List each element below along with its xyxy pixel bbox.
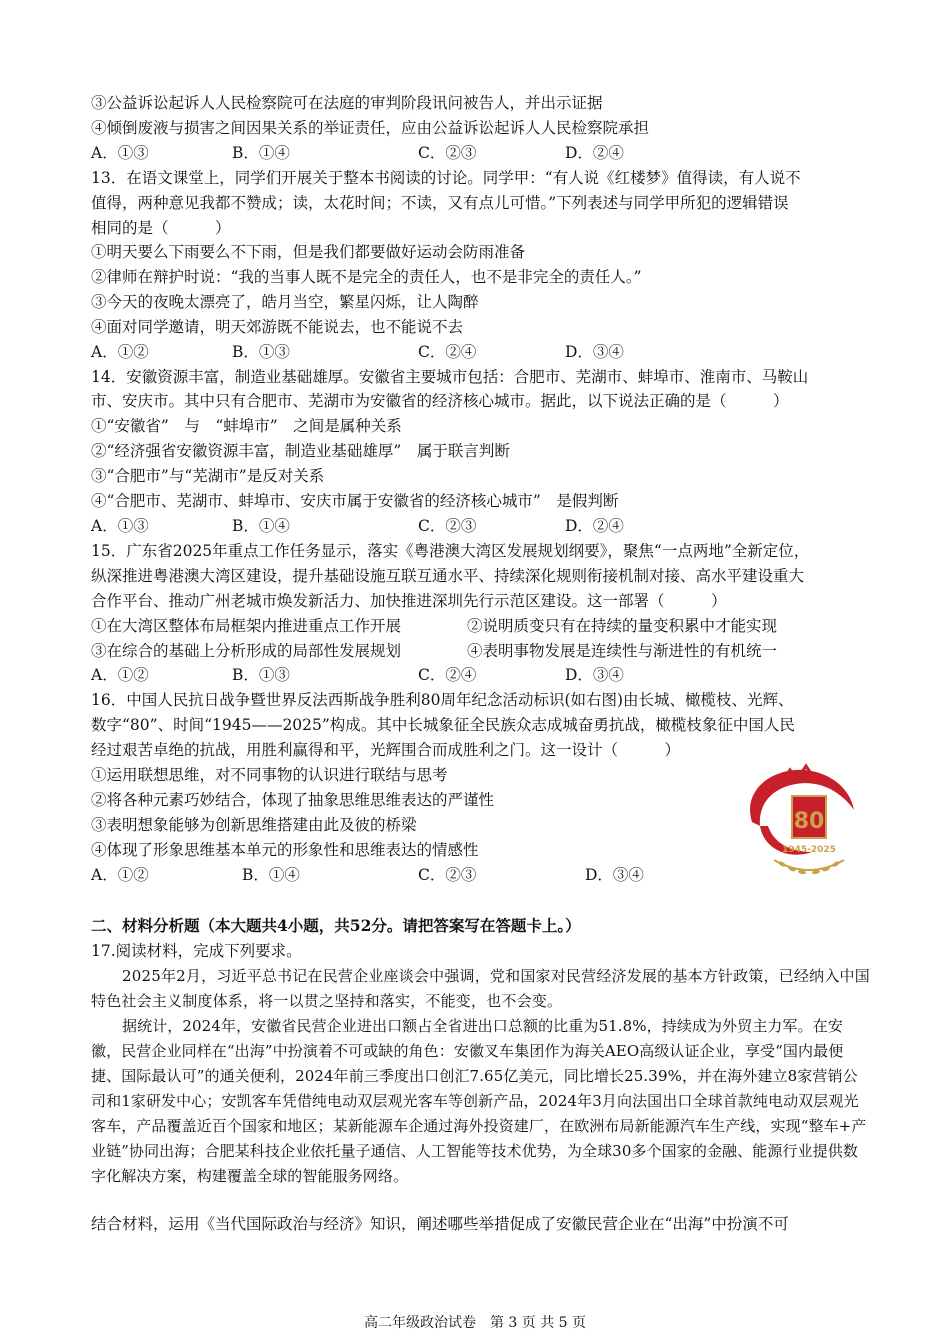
answer-d: D．②④ [565, 144, 624, 162]
q17-paragraph-2: 据统计，2024年，安徽省民营企业进出口额占全省进出口总额的比重为51.8%，持续成为外贸主力军。在安徽，民营企业同样在“出海”中扮演着不可或缺的角色：安徽叉车集团作为海关AEO高级认证企业，享受“国内最便捷、国际最认可”的通关便利，2024年前三季度出口创汇7.65亿美元，同比增长25.39%，并在海外建立8家营销公司和1家研发中心；安凯客车凭借纯电动双层观光客车等创新产品，2024年3月向法国出口全球首款纯电动双层观光客车，产品覆盖近百个国家和地区；某新能源车企通过海外投资建厂，在欧洲布局新能源汽车生产线，实现“整车+产业链”协同出海；合肥某科技企业依托量子通信、人工智能等技术优势，为全球30多个国家的金融、能源行业提供数字化解决方案，构建覆盖全球的智能服务网络。 [91, 1017, 867, 1185]
q15-stem-line-3: 合作平台、推动广州老城市焕发新活力、加快推进深圳先行示范区建设。这一部署（ ） [91, 592, 727, 610]
q13-option-4: ④面对同学邀请，明天郊游既不能说去，也不能说不去 [91, 318, 464, 336]
q15-answers [91, 663, 791, 687]
logo-number: 80 [793, 809, 825, 834]
q15-option-1: ①在大湾区整体布局框架内推进重点工作开展 [91, 617, 402, 635]
section-2-title: 二、材料分析题（本大题共4小题，共52分。请把答案写在答题卡上。） [91, 916, 581, 935]
answer-c: C．②③ [418, 144, 477, 162]
q13-stem-line-3: 相同的是（ ） [91, 219, 231, 237]
q15-option-4: ④表明事物发展是连续性与渐进性的有机统一 [467, 642, 778, 660]
q12-option-4: ④倾倒废液与损害之间因果关系的举证责任，应由公益诉讼起诉人人民检察院承担 [91, 119, 650, 137]
q14-stem-line-1: 14．安徽资源丰富，制造业基础雄厚。安徽省主要城市包括：合肥市、芜湖市、蚌埠市、淮南市、马鞍山 [91, 368, 809, 386]
answer-d: D．②④ [565, 517, 624, 535]
answer-a: A．①③ [91, 144, 149, 162]
q13-option-2: ②律师在辩护时说：“我的当事人既不是完全的责任人，也不是非完全的责任人。” [91, 268, 642, 286]
answer-a: A．①② [91, 866, 149, 884]
logo-years: 1945-2025 [782, 845, 836, 855]
q15-stem-line-1: 15．广东省2025年重点工作任务显示，落实《粤港澳大湾区发展规划纲要》，聚焦“一点两地”全新定位， [91, 542, 810, 560]
page-footer: 高二年级政治试卷 第 3 页 共 5 页 [363, 1315, 587, 1331]
q13-option-1: ①明天要么下雨要么不下雨，但是我们都要做好运动会防雨准备 [91, 243, 526, 261]
answer-a: A．①② [91, 666, 149, 684]
q16-stem-line-1: 16．中国人民抗日战争暨世界反法西斯战争胜利80周年纪念活动标识(如右图)由长城、橄榄枝、光辉、 [91, 691, 794, 709]
answer-b: B．①④ [232, 517, 290, 535]
q17-paragraph-1: 2025年2月，习近平总书记在民营企业座谈会中强调，党和国家对民营经济发展的基本方针政策，已经纳入中国特色社会主义制度体系，将一以贯之坚持和落实，不能变，也不会变。 [91, 967, 870, 1010]
answer-d: D．③④ [565, 343, 624, 361]
anniversary-logo-icon [732, 760, 867, 880]
q15-option-3: ③在综合的基础上分析形成的局部性发展规划 [91, 642, 402, 660]
answer-c: C．②③ [418, 866, 477, 884]
answer-a: A．①③ [91, 517, 149, 535]
q15-option-2: ②说明质变只有在持续的量变积累中才能实现 [467, 617, 778, 635]
q14-stem-line-2: 市、安庆市。其中只有合肥市、芜湖市为安徽省的经济核心城市。据此，以下说法正确的是（ ） [91, 392, 789, 410]
answer-c: C．②④ [418, 666, 477, 684]
q16-option-1: ①运用联想思维，对不同事物的认识进行联结与思考 [91, 766, 448, 784]
answer-b: B．①④ [232, 144, 290, 162]
q14-answers [91, 514, 791, 538]
q16-option-3: ③表明想象能够为创新思维搭建由此及彼的桥梁 [91, 816, 417, 834]
answer-c: C．②④ [418, 343, 477, 361]
q14-option-2: ②“经济强省安徽资源丰富，制造业基础雄厚” 属于联言判断 [91, 442, 510, 460]
q14-option-4: ④“合肥市、芜湖市、蚌埠市、安庆市属于安徽省的经济核心城市” 是假判断 [91, 492, 619, 510]
q17-heading: 17.阅读材料，完成下列要求。 [91, 942, 302, 960]
q16-answers [91, 863, 791, 887]
q15-stem-line-2: 纵深推进粤港澳大湾区建设，提升基础设施互联互通水平、持续深化规则衔接机制对接、高水平建设重大 [91, 567, 805, 585]
q13-stem-line-2: 值得，两种意见我都不赞成；读，太花时间；不读，又有点儿可惜。”下列表述与同学甲所犯的逻辑错误 [91, 194, 789, 212]
answer-b: B．①③ [232, 666, 290, 684]
answer-a: A．①② [91, 343, 149, 361]
answer-b: B．①③ [232, 343, 290, 361]
q12-answers [91, 141, 791, 165]
answer-d: D．③④ [585, 866, 644, 884]
q15-options-row-2 [91, 639, 871, 663]
q12-option-3: ③公益诉讼起诉人人民检察院可在法庭的审判阶段讯问被告人，并出示证据 [91, 94, 603, 112]
q13-option-3: ③今天的夜晚太漂亮了，皓月当空，繁星闪烁，让人陶醉 [91, 293, 479, 311]
answer-d: D．③④ [565, 666, 624, 684]
olive-leaves [778, 860, 841, 874]
q16-option-2: ②将各种元素巧妙结合，体现了抽象思维思维表达的严谨性 [91, 791, 495, 809]
q16-option-4: ④体现了形象思维基本单元的形象性和思维表达的情感性 [91, 841, 479, 859]
q13-answers [91, 340, 791, 364]
q17-question: 结合材料，运用《当代国际政治与经济》知识，阐述哪些举措促成了安徽民营企业在“出海”中扮演不可 [91, 1215, 789, 1233]
q14-option-1: ①“安徽省” 与 “蚌埠市” 之间是属种关系 [91, 417, 402, 435]
q14-option-3: ③“合肥市”与“芜湖市”是反对关系 [91, 467, 325, 485]
answer-c: C．②③ [418, 517, 477, 535]
answer-b: B．①④ [242, 866, 300, 884]
q15-options-row-1 [91, 614, 871, 638]
q16-stem-line-2: 数字“80”、时间“1945——2025”构成。其中长城象征全民族众志成城奋勇抗战，橄榄枝象征中国人民 [91, 716, 795, 734]
q16-stem-line-3: 经过艰苦卓绝的抗战，用胜利赢得和平，光辉围合而成胜利之门。这一设计（ ） [91, 741, 681, 759]
q13-stem-line-1: 13．在语文课堂上，同学们开展关于整本书阅读的讨论。同学甲：“有人说《红楼梦》值得读，有人说不 [91, 169, 801, 187]
